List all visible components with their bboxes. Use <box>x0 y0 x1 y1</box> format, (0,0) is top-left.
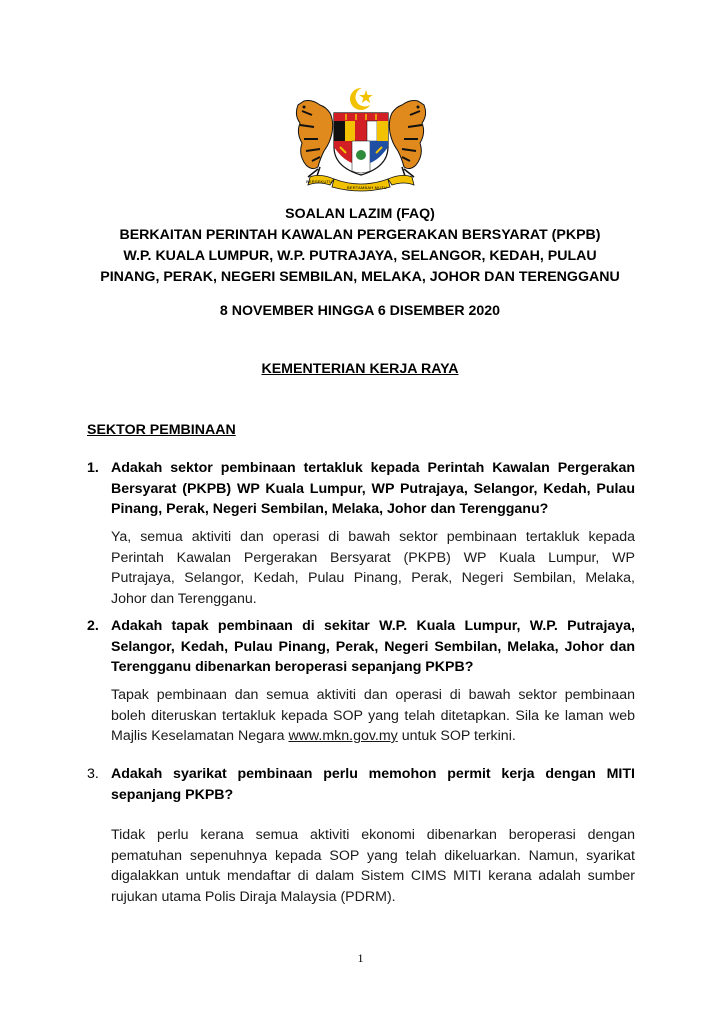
answer-text-line: Ya, semua aktiviti dan operasi di bawah sektor pembinaan tertakluk kepada <box>111 529 635 545</box>
faq-question <box>87 458 635 520</box>
header-line: W.P. KUALA LUMPUR, W.P. PUTRAJAYA, SELANGOR, KEDAH, PULAU <box>123 248 597 264</box>
answer-text-line: Tapak pembinaan dan semua aktiviti dan operasi di bawah sektor pembinaan <box>111 687 635 703</box>
mkn-website-link[interactable]: www.mkn.gov.my <box>288 728 398 744</box>
faq-question <box>87 764 635 805</box>
question-number: 2. <box>87 618 99 634</box>
malaysia-coat-of-arms-icon <box>290 85 432 193</box>
header-line: PINANG, PERAK, NEGERI SEMBILAN, MELAKA, JOHOR DAN TERENGGANU <box>100 269 620 285</box>
faq-answer <box>111 527 635 609</box>
page-number: 1 <box>357 951 364 965</box>
answer-text-line: pematuhan sepenuhnya kepada SOP yang telah dikeluarkan. Namun, syarikat <box>111 847 635 864</box>
question-text-line: Bersyarat (PKPB) WP Kuala Lumpur, WP Putrajaya, Selangor, Kedah, Pulau <box>111 480 635 497</box>
right-tiger-icon <box>389 101 425 180</box>
question-text-line: Adakah sektor pembinaan tertakluk kepada Perintah Kawalan Pergerakan <box>111 460 635 476</box>
answer-text-line: Putrajaya, Selangor, Kedah, Pulau Pinang, Perak, Negeri Sembilan, Melaka, <box>111 570 635 586</box>
faq-answer <box>111 825 635 907</box>
question-text-line: Selangor, Kedah, Pulau Pinang, Perak, Negeri Sembilan, Melaka, Johor dan <box>111 638 635 655</box>
question-text-line: sepanjang PKPB? <box>111 786 234 803</box>
section-title: SEKTOR PEMBINAAN <box>87 422 236 438</box>
question-text-line: Adakah tapak pembinaan di sekitar W.P. Kuala Lumpur, W.P. Putrajaya, <box>111 618 635 634</box>
crescent-star-icon <box>350 88 375 111</box>
document-header <box>60 204 660 288</box>
ministry-title: KEMENTERIAN KERJA RAYA <box>261 361 459 377</box>
answer-text-suffix: untuk SOP terkini. <box>397 728 516 744</box>
faq-answer <box>111 685 635 747</box>
question-text-line: Adakah syarikat pembinaan perlu memohon permit kerja dengan MITI <box>111 766 635 782</box>
question-number: 1. <box>87 460 99 476</box>
shield-icon <box>334 113 388 175</box>
faq-question <box>87 616 635 678</box>
header-line: SOALAN LAZIM (FAQ) <box>285 206 435 222</box>
question-text-line: Terengganu dibenarkan beroperasi sepanjang PKPB? <box>111 659 474 675</box>
answer-text-line: Perintah Kawalan Pergerakan Bersyarat (PKPB) WP Kuala Lumpur, WP <box>111 549 635 566</box>
answer-text-prefix: Majlis Keselamatan Negara <box>111 728 289 744</box>
answer-text-line: digalakkan untuk mendaftar di dalam Sistem CIMS MITI kerana adalah sumber <box>111 868 635 884</box>
question-text-line: Pinang, Perak, Negeri Sembilan, Melaka, Johor dan Terengganu? <box>111 501 549 517</box>
crest-scroll-right-text: BERTAMBAH MUTU <box>347 185 387 190</box>
question-number: 3. <box>87 766 99 782</box>
crest-scroll-left-text: BERSEKUTU <box>306 179 333 184</box>
answer-text-line: rujukan utama Polis Diraja Malaysia (PDRM). <box>111 888 396 905</box>
answer-text-line <box>111 726 635 747</box>
left-tiger-icon <box>296 101 332 180</box>
date-range: 8 NOVEMBER HINGGA 6 DISEMBER 2020 <box>219 303 501 319</box>
answer-text-line: Tidak perlu kerana semua aktiviti ekonomi dibenarkan beroperasi dengan <box>111 827 635 843</box>
header-line: BERKAITAN PERINTAH KAWALAN PERGERAKAN BERSYARAT (PKPB) <box>119 227 601 243</box>
answer-text-line: Johor dan Terengganu. <box>111 590 257 607</box>
answer-text-line: boleh diteruskan tertakluk kepada SOP yang telah ditetapkan. Sila ke laman web <box>111 707 635 724</box>
